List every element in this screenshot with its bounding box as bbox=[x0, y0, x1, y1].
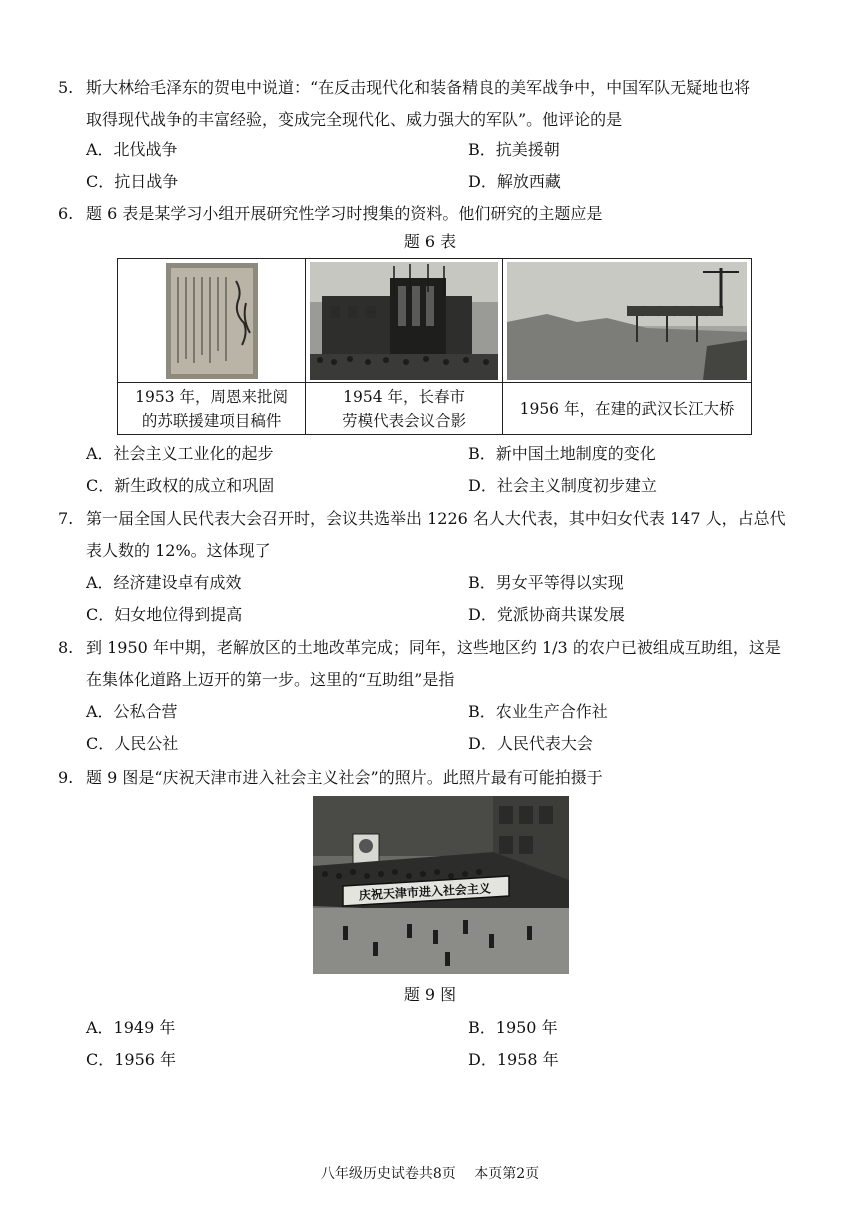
question-text-line: 在集体化道路上迈开的第一步。这里的“互助组”是指 bbox=[86, 670, 455, 689]
option-c: C．1956 年 bbox=[86, 1050, 177, 1069]
option-b: B．抗美援朝 bbox=[468, 140, 560, 159]
option-a: A．公私合营 bbox=[86, 702, 178, 721]
question-text-line: 第一届全国人民代表大会召开时，会议共选举出 1226 名人大代表，其中妇女代表 147 人，占总代 bbox=[86, 509, 786, 528]
table-text-cell bbox=[306, 383, 503, 435]
option-d: D．社会主义制度初步建立 bbox=[468, 476, 657, 495]
option-c: C．抗日战争 bbox=[86, 172, 179, 191]
question-number: 9. bbox=[58, 768, 74, 787]
manuscript-photo bbox=[166, 263, 258, 379]
question-9 bbox=[58, 762, 818, 794]
options-q8 bbox=[86, 696, 806, 760]
table-caption: 题 6 表 bbox=[403, 232, 457, 251]
banner-text: 庆祝天津市进入社会主义 bbox=[358, 881, 492, 903]
question-number: 8. bbox=[58, 638, 74, 657]
option-d: D．党派协商共谋发展 bbox=[468, 605, 625, 624]
option-a: A．北伐战争 bbox=[86, 140, 178, 159]
material-table bbox=[117, 258, 752, 435]
question-text-line: 题 9 图是“庆祝天津市进入社会主义社会”的照片。此照片最有可能拍摄于 bbox=[86, 768, 603, 787]
page-footer: 八年级历史试卷共8页 本页第2页 bbox=[320, 1166, 540, 1182]
option-a: A．社会主义工业化的起步 bbox=[86, 444, 274, 463]
table-text-cell bbox=[118, 383, 306, 435]
option-d: D．1958 年 bbox=[468, 1050, 559, 1069]
meeting-hall-photo bbox=[310, 262, 498, 380]
question-text-line: 题 6 表是某学习小组开展研究性学习时搜集的资料。他们研究的主题应是 bbox=[86, 204, 603, 223]
question-number: 7. bbox=[58, 509, 74, 528]
options-q6 bbox=[86, 438, 806, 502]
option-b: B．农业生产合作社 bbox=[468, 702, 608, 721]
option-a: A．经济建设卓有成效 bbox=[86, 573, 242, 592]
bridge-photo bbox=[507, 262, 747, 380]
question-text-line: 取得现代战争的丰富经验，变成完全现代化、威力强大的军队”。他评论的是 bbox=[86, 110, 623, 129]
figure-caption: 题 9 图 bbox=[403, 985, 457, 1004]
table-text-cell bbox=[503, 383, 752, 435]
option-b: B．1950 年 bbox=[468, 1018, 558, 1037]
option-b: B．男女平等得以实现 bbox=[468, 573, 624, 592]
options-q5 bbox=[86, 134, 806, 198]
cell-line: 1953 年，周恩来批阅 bbox=[135, 387, 288, 406]
table-image-cell bbox=[118, 259, 306, 383]
cell-line: 1954 年，长春市 bbox=[343, 387, 466, 406]
option-a: A．1949 年 bbox=[86, 1018, 176, 1037]
option-b: B．新中国土地制度的变化 bbox=[468, 444, 656, 463]
question-6 bbox=[58, 198, 818, 230]
parade-photo bbox=[313, 796, 569, 974]
question-number: 6. bbox=[58, 204, 74, 223]
question-text-line: 表人数的 12%。这体现了 bbox=[86, 541, 271, 560]
options-q9 bbox=[86, 1012, 806, 1076]
question-7 bbox=[58, 503, 818, 567]
figure-9-photo bbox=[313, 796, 569, 974]
cell-line: 劳模代表会议合影 bbox=[342, 411, 467, 430]
option-d: D．人民代表大会 bbox=[468, 734, 593, 753]
table-image-cell bbox=[503, 259, 752, 383]
cell-line: 1956 年，在建的武汉长江大桥 bbox=[519, 399, 735, 418]
question-5 bbox=[58, 72, 818, 136]
option-c: C．妇女地位得到提高 bbox=[86, 605, 243, 624]
table-image-cell bbox=[306, 259, 503, 383]
question-8 bbox=[58, 632, 818, 696]
option-c: C．人民公社 bbox=[86, 734, 179, 753]
question-text-line: 斯大林给毛泽东的贺电中说道：“在反击现代化和装备精良的美军战争中，中国军队无疑地也将 bbox=[86, 78, 751, 97]
question-text-line: 到 1950 年中期，老解放区的土地改革完成；同年，这些地区约 1/3 的农户已被组成互助组，这是 bbox=[86, 638, 781, 657]
option-c: C．新生政权的成立和巩固 bbox=[86, 476, 275, 495]
option-d: D．解放西藏 bbox=[468, 172, 561, 191]
options-q7 bbox=[86, 567, 806, 631]
cell-line: 的苏联援建项目稿件 bbox=[141, 411, 282, 430]
question-number: 5. bbox=[58, 78, 74, 97]
